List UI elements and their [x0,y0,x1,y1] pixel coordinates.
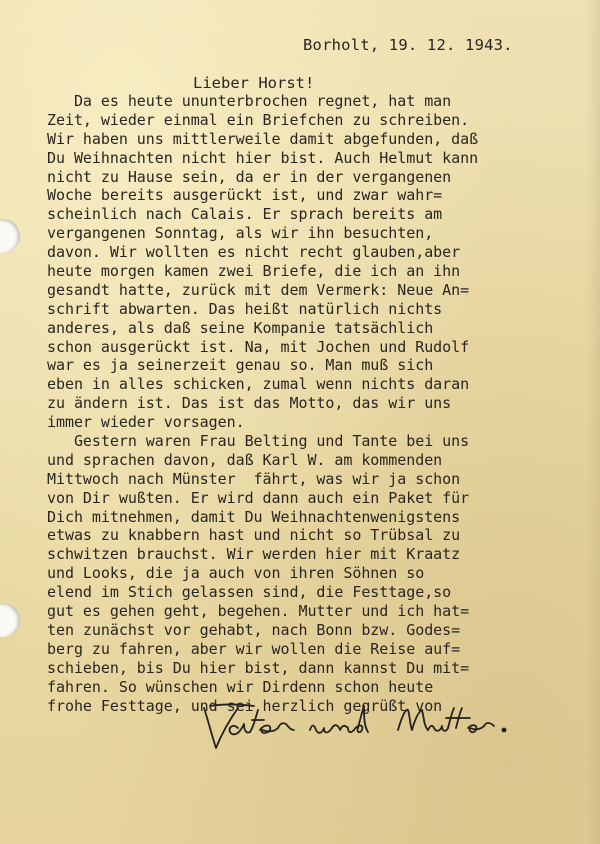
handwritten-signature [198,700,518,760]
letter-line: scheinlich nach Calais. Er sprach bereits am [47,205,443,224]
letter-line: ten zunächst vor gehabt, nach Bonn bzw. Godes= [47,620,461,639]
letter-line: zu ändern ist. Das ist das Motto, das wir uns [47,394,452,413]
letter-line: heute morgen kamen zwei Briefe, die ich an ihn [47,262,461,281]
letter-line: vergangenen Sonntag, als wir ihn besuchten, [47,224,434,243]
letter-line: immer wieder vorsagen. [47,413,245,432]
letter-line: Mittwoch nach Münster fährt, was wir ja schon [47,469,461,488]
letter-line: nicht zu Hause sein, da er in der vergangenen [47,167,452,186]
letter-line: schieben, bis Du hier bist, dann kannst Du mit= [47,658,470,677]
letter-line: frohe Festtage, und sei herzlich gegrüßt von [47,696,443,715]
letter-line: Zeit, wieder einmal ein Briefchen zu schreiben. [47,110,470,129]
letter-line: schon ausgerückt ist. Na, mit Jochen und Rudolf [47,337,470,356]
letter-line: anderes, als daß seine Kompanie tatsächlich [47,318,434,337]
letter-line: fahren. So wünschen wir Dirdenn schon heute [47,677,434,696]
letter-line: Dich mitnehmen, damit Du Weihnachtenwenigstens [47,507,461,526]
letter-line: davon. Wir wollten es nicht recht glauben,aber [47,243,461,262]
letter-line: Du Weihnachten nicht hier bist. Auch Helmut kann [47,148,479,167]
letter-line: schwitzen brauchst. Wir werden hier mit Kraatz [47,545,461,564]
letter-body [47,92,599,715]
letter-line: schrift abwarten. Das heißt natürlich nichts [47,299,443,318]
letter-line: Da es heute ununterbrochen regnet, hat man [47,92,452,110]
date-line: Borholt, 19. 12. 1943. [303,36,513,54]
salutation: Lieber Horst! [193,74,315,92]
punch-hole-top [0,219,20,253]
letter-line: und Looks, die ja auch von ihren Söhnen so [47,564,425,583]
letter-line: gut es gehen geht, begehen. Mutter und ich hat= [47,602,470,621]
letter-line: und sprachen davon, daß Karl W. am kommenden [47,450,443,469]
letter-line: elend im Stich gelassen sind, die Festtage,so [47,583,452,602]
letter-line: von Dir wußten. Er wird dann auch ein Paket für [47,488,470,507]
punch-hole-bottom [0,603,20,637]
letter-line: Woche bereits ausgerückt ist, und zwar wahr= [47,186,443,205]
letter-line: etwas zu knabbern hast und nicht so Trübsal zu [47,526,461,545]
letter-line: Gestern waren Frau Belting und Tante bei uns [47,432,470,451]
letter-line: eben in alles schicken, zumal wenn nichts daran [47,375,470,394]
letter-line: Wir haben uns mittlerweile damit abgefunden, daß [47,129,479,148]
letter-line: berg zu fahren, aber wir wollen die Reise auf= [47,639,461,658]
letter-line: gesandt hatte, zurück mit dem Vermerk: Neue An= [47,280,470,299]
letter-line: war es ja seinerzeit genau so. Man muß sich [47,356,434,375]
